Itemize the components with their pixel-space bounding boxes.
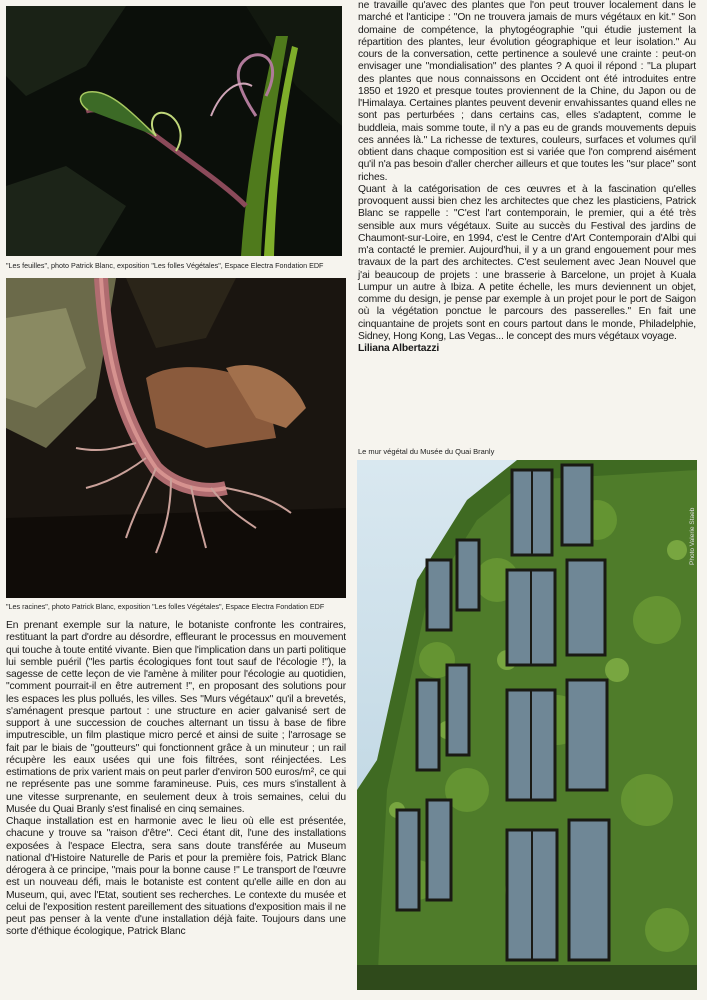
photo-credit: Photo Valerie Staeb [689, 507, 696, 565]
left-paragraph-2: Chaque installation est en harmonie avec le lieu où elle est présentée, chacune y trouve sa "raison d'être". Ceci étant dit, l'une des installations exposées à l'espace Electra, sera sans doute transférée au Museum national d'Histoire Naturelle de Paris et pour la première fois, Patrick Blanc dérogera à ce principe, "mais pour la bonne cause !" Le transport de l'œuvre est un nouveau défi, mais le botaniste est content qu'elle aille en don au Museum, qui, avec l'Etat, soutient ses recherches. Le contexte du musée et celui de l'exposition restent pareillement des situations d'exposition mais il ne peut pas penser à la vente d'une installation déjà faite. Toujours dans une sorte d'éthique écologique, Patrick Blanc [6, 816, 346, 938]
photo-leaves [6, 6, 342, 256]
photo-roots-caption: "Les racines", photo Patrick Blanc, exposition "Les folles Végétales", Espace Electra Fondation EDF [6, 602, 325, 611]
right-paragraph-1: ne travaille qu'avec des plantes que l'on peut trouver localement dans le marché et l'anticipe : "On ne trouvera jamais de murs végétaux en kit." Son domaine de compétence, la phytogéographie "qui étudie justement la répartition des plantes, leur évolution géographique et leur isolation." Au cours de la conversation, cette pertinence a soulevé une crainte : peut-on envisager une "mondialisation" des plantes ? A quoi il répond : "La plupart des plantes que nous connaissons en Occident ont été introduites entre 1850 et 1920 et presque toutes proviennent de la Chine, du Japon ou de l'Himalaya. Certaines plantes peuvent devenir envahissantes quand elles ne sont pas perturbées ; dans certains cas, elles s'adaptent, comme le buddleia, mais somme toute, il n'y a pas eu de grands mouvements depuis ces années là." La richesse de textures, couleurs, surfaces et volumes qu'il obtient dans chaque composition est si variée que l'on comprend aisément qu'il n'a pas besoin d'aller chercher ailleurs et que toutes les "sur place" sont riches. [358, 0, 696, 183]
right-paragraph-2: Quant à la catégorisation de ces œuvres et à la fascination qu'elles provoquent aussi bien chez les architectes que chez les plasticiens, Patrick Blanc se rappelle : "C'est l'art contemporain, le premier, qui a été très sensible aux murs végétaux. Suite au succès du Festival des jardins de Chaumont-sur-Loire, en 1994, c'est le Centre d'Art Contemporain d'Albi qui m'a contacté le premier. Aujourd'hui, il y a un grand engouement pour mes travaux de la part des architectes. C'est seulement avec Jean Nouvel que j'ai beaucoup de projets : une brasserie à Barcelone, un projet à Kuala Lumpur un autre à Ibiza. A petite échelle, les murs deviennent un objet, comme du design, je pense par exemple à un projet pour le port de Saigon où la végétation ponctue le parcours des passerelles." En fait une cinquantaine de projets sont en cours partout dans le monde, Philadelphie, Sidney, Hong Kong, Las Vegas... le concept des murs végétaux voyage. [358, 183, 696, 342]
photo-leaves-caption: "Les feuilles", photo Patrick Blanc, exposition "Les folles Végétales", Espace Electra Fondation EDF [6, 261, 324, 270]
photo-wall-caption: Le mur végétal du Musée du Quai Branly [358, 447, 495, 456]
photo-roots [6, 278, 346, 598]
right-text-column [358, 0, 696, 355]
author-signature: Liliana Albertazzi [358, 343, 440, 354]
left-text-column [6, 620, 346, 939]
photo-green-wall [357, 460, 697, 990]
left-paragraph-1: En prenant exemple sur la nature, le botaniste confronte les contraires, restituant la part d'ordre au désordre, effleurant le processus en mouvement qui touche à toute entité vivante. Bien que l'implication dans un parti politique lui semble puéril ("les partis écologiques font tout sauf de l'écologie !"), la sagesse de cette leçon de vie l'amène à militer pour l'écologie au quotidien, "comment pourrait-il en être autrement !", en proposant des solutions pour les espaces les plus pollués, les villes. Ses "Murs végétaux" qu'il a brevetés, s'aménagent presque partout : une structure en acier galvanisé sert de support à une succession de couches alternant un tissu à base de fibre imputrescible, un film plastique micro percé et ainsi de suite ; l'arrosage se fait par le biais de "goutteurs" qui fonctionnent grâce à un minuteur ; un rail récupère les eaux usées qui une fois filtrées, sont réinjectées. Les estimations de prix varient mais on peut parler d'environ 500 euros/m², ce qui ne représente pas une somme faramineuse. Puis, ces murs s'installent à une vitesse surprenante, en seulement deux à trois semaines, celui du Musée du Quai Branly s'est finalisé en cinq semaines. [6, 620, 346, 815]
